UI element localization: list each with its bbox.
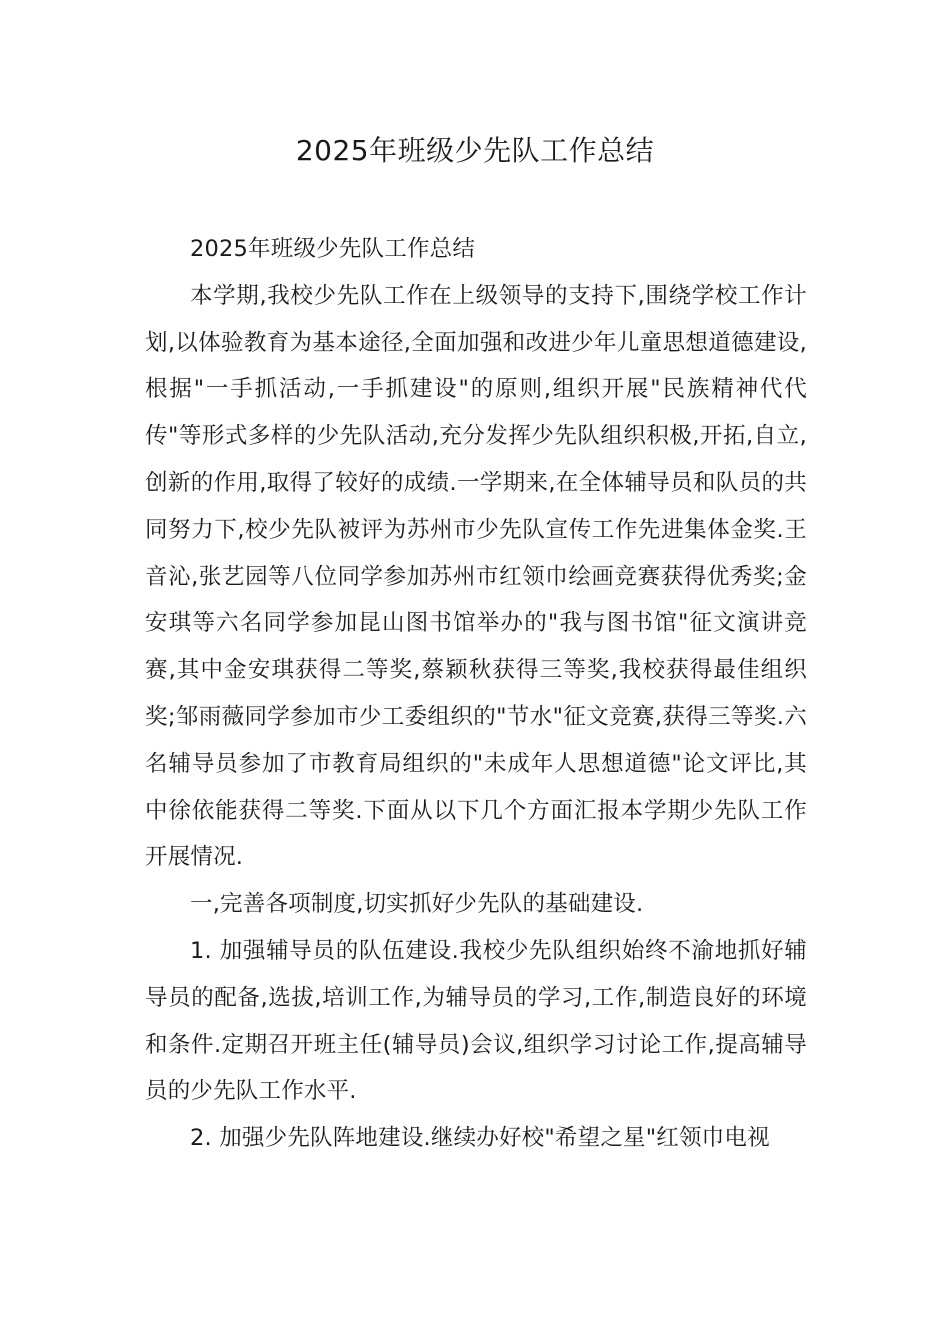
paragraph-item-1: 1. 加强辅导员的队伍建设.我校少先队组织始终不渝地抓好辅导员的配备,选拔,培训工作,为辅导员的学习,工作,制造良好的环境和条件.定期召开班主任(辅导员)会议,组织学习讨论工作,提高辅导员的少先队工作水平. — [145, 937, 807, 1105]
document-title: 2025年班级少先队工作总结 — [295, 134, 655, 167]
paragraph-subtitle: 2025年班级少先队工作总结 — [190, 236, 476, 262]
paragraph-intro: 本学期,我校少先队工作在上级领导的支持下,围绕学校工作计划,以体验教育为基本途径,全面加强和改进少年儿童思想道德建设,根据"一手抓活动,一手抓建设"的原则,组织开展"民族精神代代传"等形式多样的少先队活动,充分发挥少先队组织积极,开拓,自立,创新的作用,取得了较好的成绩.一学期来,在全体辅导员和队员的共同努力下,校少先队被评为苏州市少先队宣传工作先进集体金奖.王音沁,张艺园等八位同学参加苏州市红领巾绘画竞赛获得优秀奖;金安琪等六名同学参加昆山图书馆举办的"我与图书馆"征文演讲竞赛,其中金安琪获得二等奖,蔡颖秋获得三等奖,我校获得最佳组织奖;邹雨薇同学参加市少工委组织的"节水"征文竞赛,获得三等奖.六名辅导员参加了市教育局组织的"未成年人思想道德"论文评比,其中徐依能获得二等奖.下面从以下几个方面汇报本学期少先队工作开展情况. — [145, 282, 807, 871]
paragraph-section-heading: 一,完善各项制度,切实抓好少先队的基础建设. — [190, 891, 644, 918]
paragraph-item-2: 2. 加强少先队阵地建设.继续办好校"希望之星"红领巾电视 — [190, 1125, 770, 1152]
document-body — [145, 226, 807, 1162]
